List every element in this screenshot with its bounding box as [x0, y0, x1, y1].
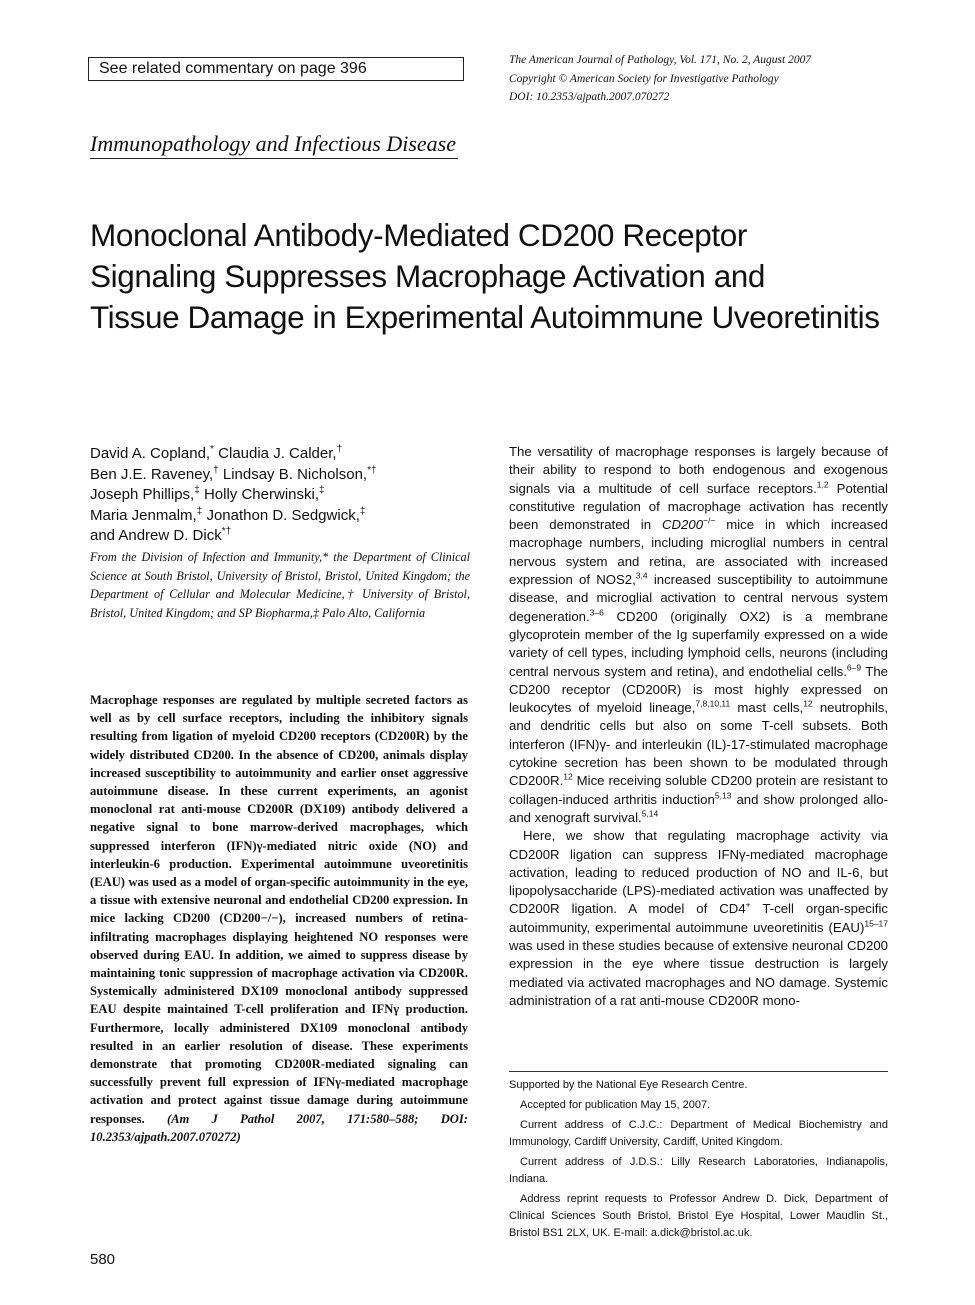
text-run: The versatility of macrophage responses is largely because of their ability to respond to both endogenous and exogenous signals via a multitude of cell surface receptors. [509, 444, 888, 496]
author-list [90, 444, 480, 547]
related-commentary-text: See related commentary on page 396 [99, 60, 367, 77]
author-name: Jonathon D. Sedgwick, [206, 506, 360, 524]
text-run: mast cells, [730, 700, 804, 716]
text-run: Mice receiving soluble CD200 protein are resistant to collagen-induced arthritis induction [509, 773, 888, 807]
author-name: Maria Jenmalm, [90, 506, 197, 524]
reference-marker: 12 [803, 698, 813, 709]
author-name: and Andrew D. Dick [90, 527, 222, 544]
author-mark: ‡ [196, 505, 203, 517]
author-name: Joseph Phillips, [90, 486, 195, 503]
author-mark: ‡ [194, 485, 200, 496]
author-name: Holly Cherwinski, [203, 486, 319, 503]
abstract [90, 691, 468, 1146]
footnote-address-jds: Current address of J.D.S.: Lilly Research Laboratories, Indianapolis, Indiana. [509, 1156, 888, 1185]
genotype-marker: −/− [703, 515, 716, 526]
author-name: Ben J.E. Raveney, [90, 465, 214, 483]
text-run: Potential constitutive regulation of macrophage activation has recently been demonstrated in [509, 480, 888, 533]
footnote-accepted: Accepted for publication May 15, 2007. [520, 1099, 711, 1111]
affiliation: From the Division of Infection and Immunity,* the Department of Clinical Science at South Bristol, University of Bristol, Bristol, United Kingdom; the Department of Cellular and Molecular Medicine,† University of Bristol, Bristol, United Kingdom; and SP Biopharma,‡ Palo Alto, California [90, 550, 470, 620]
journal-copyright: Copyright © American Society for Investigative Pathology [509, 72, 779, 85]
reference-marker: 12 [563, 771, 573, 782]
article-title [90, 215, 950, 338]
author-mark: *† [367, 464, 377, 476]
title-line-3: Tissue Damage in Experimental Autoimmune Uveoretinitis [90, 299, 880, 335]
text-run: was used in these studies because of extensive neuronal CD200 expression in the eye where tissue destruction is largely mediated via activated macrophages and NO damage. Systemic administration of a rat anti-mouse CD200R mono- [509, 938, 888, 1008]
abstract-text: Macrophage responses are regulated by multiple secreted factors as well as by cell surface receptors, including the inhibitory signals resulting from ligation of myeloid CD200 receptors (CD200R) by the widely distributed CD200. In the absence of CD200, animals display increased susceptibility to autoimmunity and earlier onset aggressive autoimmune disease. In these current experiments, an agonist monoclonal rat anti-mouse CD200R (DX109) antibody delivered a negative signal to bone marrow-derived macrophages, which suppressed interferon (IFN)γ-mediated nitric oxide (NO) and interleukin-6 production. Experimental autoimmune uveoretinitis (EAU) was used as a model of organ-specific autoimmunity in the eye, a tissue with extensive neuronal and endothelial CD200 expression. In mice lacking CD200 (CD200−/−), increased numbers of retina-infiltrating macrophages displaying heightened NO responses were observed during EAU. In addition, we aimed to suppress disease by maintaining tonic suppression of macrophage activation via CD200R. Systemically administered DX109 monoclonal antibody suppressed EAU despite maintained T-cell proliferation and IFNγ production. Furthermore, locally administered DX109 monoclonal antibody resulted in an earlier resolution of disease. These experiments demonstrate that promoting CD200R-mediated signaling can successfully prevent full expression of IFNγ-mediated macrophage activation and protect against tissue damage during autoimmune responses. [90, 693, 468, 1126]
journal-citation: The American Journal of Pathology, Vol. 171, No. 2, August 2007 [509, 54, 812, 66]
reference-marker: 15–17 [864, 918, 888, 929]
text-run: CD200 (originally OX2) is a membrane glycoprotein member of the Ig superfamily expressed on a wide variety of cell types, including lymphoid cells, neurons (including central nervous system and retina), and endothelial cells. [509, 608, 888, 679]
reference-marker: 3–6 [589, 607, 604, 618]
body-paragraph-1 [509, 443, 888, 827]
text-run: increased susceptibility to autoimmune disease, and microglial activation to central nervous system degeneration. [509, 572, 888, 624]
gene-symbol: CD200 [661, 517, 704, 533]
author-mark: † [213, 464, 219, 476]
author-mark: *† [221, 526, 232, 537]
body-text [509, 443, 888, 1010]
reference-marker: 5,13 [714, 790, 732, 801]
text-run: Here, we show that regulating macrophage activity via CD200R ligation can suppress IFNγ-mediated macrophage activation, leading to reduced production of NO and IL-6, but lipopolysaccharide (LPS)-mediated activation was unaffected by CD200R ligation. A model of CD4 [509, 828, 888, 917]
journal-info [509, 51, 929, 107]
text-run: and show prolonged allo- and xenograft survival. [509, 791, 889, 825]
cell-marker: + [745, 900, 751, 911]
section-label: Immunopathology and Infectious Disease [90, 130, 458, 159]
reference-marker: 5,14 [641, 808, 659, 819]
text-run: The CD200 receptor (CD200R) is most highly expressed on leukocytes of myeloid lineage, [509, 663, 888, 716]
reference-marker: 3,4 [635, 570, 648, 581]
author-name: Claudia J. Calder, [218, 445, 337, 462]
body-paragraph-2 [509, 827, 888, 1010]
footnote-funding: Supported by the National Eye Research Centre. [509, 1079, 748, 1091]
reference-marker: 7,8,10,11 [695, 698, 731, 709]
author-mark: * [210, 444, 214, 455]
author-mark: ‡ [359, 505, 366, 517]
reference-marker: 1,2 [816, 479, 829, 490]
author-mark: † [336, 444, 343, 455]
footnote-address-cjc: Current address of C.J.C.: Department of Medical Biochemistry and Immunology, Cardiff University, Cardiff, United Kingdom. [509, 1119, 888, 1148]
page-number: 580 [90, 1251, 116, 1268]
footnote-reprint: Address reprint requests to Professor Andrew D. Dick, Department of Clinical Sciences South Bristol, Bristol Eye Hospital, Lower Maudlin St., Bristol BS1 2LX, UK. E-mail: a.dick@bristol.ac.uk. [509, 1193, 888, 1239]
related-commentary-link[interactable] [88, 57, 464, 81]
author-mark: ‡ [319, 485, 325, 496]
author-name: Lindsay B. Nicholson, [222, 465, 368, 483]
text-run: neutrophils, and dendritic cells but also on some T-cell subsets. Both interferon (IFN)γ- and interleukin (IL)-17-stimulated macrophage cytokine secretion has been shown to be modulated through CD200R. [509, 700, 889, 789]
text-run: mice in which increased macrophage numbers, including microglial numbers in central nervous system and retina, are associated with increased expression of NOS2, [509, 517, 888, 588]
journal-doi: DOI: 10.2353/ajpath.2007.070272 [509, 91, 670, 103]
title-line-2: Signaling Suppresses Macrophage Activation and [90, 258, 766, 294]
reference-marker: 6–9 [846, 662, 862, 673]
footnote-divider [509, 1071, 888, 1072]
title-line-1: Monoclonal Antibody-Mediated CD200 Receptor [90, 217, 747, 253]
text-run: T-cell organ-specific autoimmunity, experimental autoimmune uveoretinitis (EAU) [509, 901, 888, 935]
footnotes [509, 1077, 888, 1245]
author-name: David A. Copland, [90, 445, 211, 462]
abstract-citation: (Am J Pathol 2007, 171:580–588; DOI: 10.2353/ajpath.2007.070272) [90, 1111, 468, 1144]
